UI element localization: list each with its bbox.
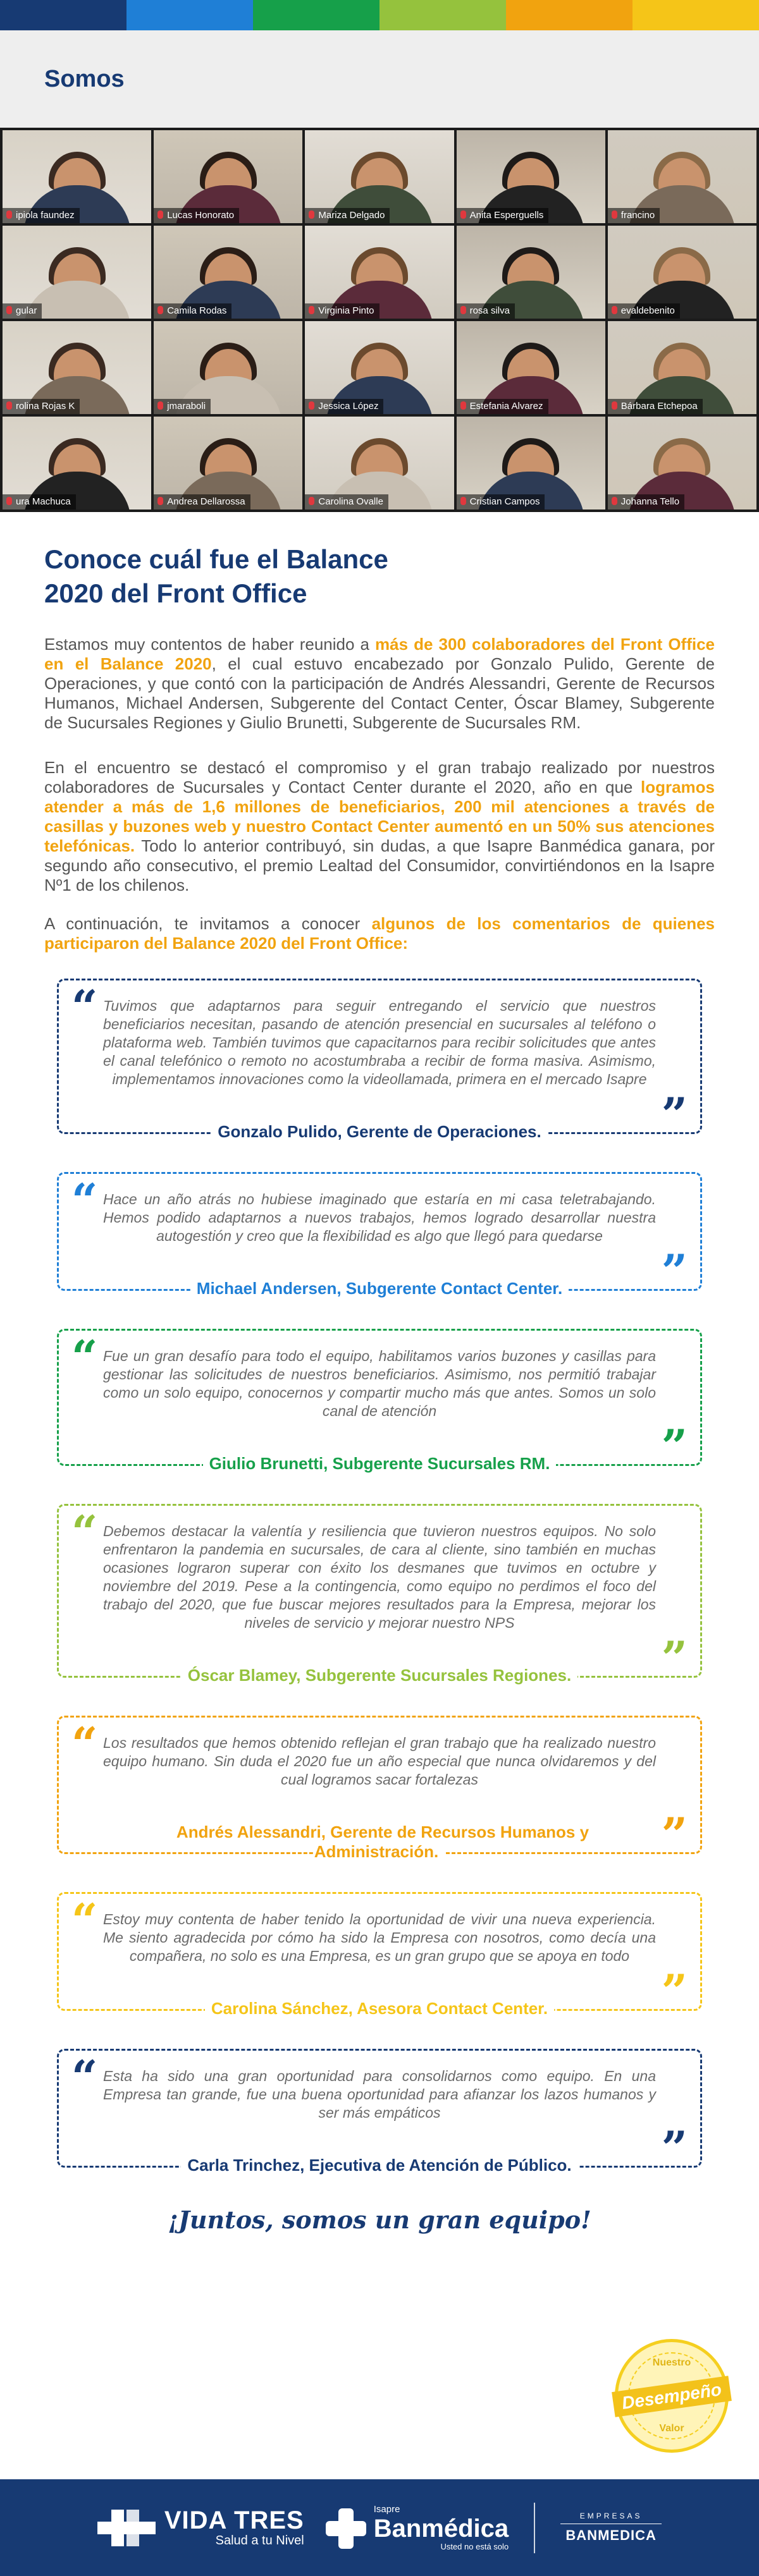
article-paragraph-1	[44, 635, 715, 733]
header-band	[0, 30, 759, 128]
close-quote-icon: ”	[661, 1631, 688, 1685]
participant-name: Camila Rodas	[167, 305, 227, 316]
participant-name: ura Machuca	[16, 496, 71, 507]
microphone-muted-icon	[157, 401, 163, 410]
participant-name: Andrea Dellarossa	[167, 496, 245, 507]
quote-list	[0, 953, 759, 2175]
video-tile	[305, 417, 454, 510]
quote-author-name: Michael Andersen, Subgerente Contact Center.	[190, 1279, 569, 1298]
open-quote-icon: “	[71, 980, 98, 1034]
microphone-muted-icon	[309, 497, 314, 505]
video-tile	[3, 417, 151, 510]
participant-name: francino	[620, 210, 655, 221]
video-tile	[457, 130, 605, 223]
paragraph-3-text-a: A continuación, te invitamos a conocer	[44, 914, 372, 933]
participant-name: Mariza Delgado	[318, 210, 385, 221]
video-tile	[3, 130, 151, 223]
quote-card	[57, 1892, 702, 2018]
participant-name: Johanna Tello	[620, 496, 680, 507]
seal-top-word: Nuestro	[652, 2357, 691, 2368]
video-tile	[305, 321, 454, 414]
participant-name: Cristian Campos	[469, 496, 540, 507]
quote-author	[103, 1101, 656, 1141]
quote-author-name: Giulio Brunetti, Subgerente Sucursales RM.	[203, 1454, 557, 1473]
participant-name-label	[608, 399, 703, 414]
color-strip-segment	[506, 0, 632, 30]
quote-author-name: Carolina Sánchez, Asesora Contact Center.	[205, 1999, 554, 2018]
close-quote-icon: ”	[661, 1807, 688, 1861]
participant-name: Anita Esperguells	[469, 210, 544, 221]
quote-author-name: Andrés Alessandri, Gerente de Recursos Humanos y Administración.	[170, 1822, 589, 1861]
microphone-muted-icon	[612, 306, 617, 314]
microphone-muted-icon	[309, 401, 314, 410]
vidatres-tagline: Salud a tu Nivel	[215, 2533, 304, 2548]
video-tile	[305, 130, 454, 223]
close-quote-icon: ”	[661, 2121, 688, 2175]
video-tile	[608, 130, 756, 223]
vidatres-name: VIDA TRES	[164, 2506, 304, 2534]
participant-name-label	[3, 208, 80, 223]
open-quote-icon: “	[71, 1173, 98, 1227]
microphone-muted-icon	[612, 401, 617, 410]
microphone-muted-icon	[460, 401, 466, 410]
participant-name: evaldebenito	[620, 305, 675, 316]
quote-author	[103, 1802, 656, 1861]
open-quote-icon: “	[71, 2050, 98, 2104]
quote-author	[103, 1258, 656, 1298]
open-quote-icon: “	[71, 1330, 98, 1384]
article-title: Conoce cuál fue el Balance 2020 del Front Office	[44, 544, 388, 608]
microphone-muted-icon	[460, 306, 466, 314]
participant-name-label	[3, 399, 80, 414]
video-tile	[608, 417, 756, 510]
video-tile	[154, 226, 302, 319]
microphone-muted-icon	[612, 211, 617, 219]
participant-name: Carolina Ovalle	[318, 496, 383, 507]
paragraph-2-text-b: Todo lo anterior contribuyó, sin dudas, a que Isapre Banmédica ganara, por segundo año consecutivo, el premio Lealtad del Consumidor, convirtiéndonos en la Isapre Nº1 de los chilenos.	[44, 836, 715, 894]
participant-name-label	[457, 208, 549, 223]
empresas-name: BANMEDICA	[565, 2527, 657, 2543]
video-tile	[154, 130, 302, 223]
article-paragraph-2	[44, 758, 715, 895]
participant-name: Virginia Pinto	[318, 305, 374, 316]
microphone-muted-icon	[460, 497, 466, 505]
participant-name-label	[305, 399, 383, 414]
video-tile	[154, 417, 302, 510]
participant-name: rolina Rojas K	[16, 401, 75, 412]
participant-name-label	[305, 303, 379, 319]
participant-name-label	[457, 399, 548, 414]
microphone-muted-icon	[6, 497, 12, 505]
participant-name: Bárbara Etchepoa	[620, 401, 698, 412]
quote-text: Tuvimos que adaptarnos para seguir entregando el servicio que nuestros beneficiarios necesitan, pasando de atención presencial en sucursales al teléfono o plataforma web. También tuvimos que capacitarnos para recibir solicitudes que antes el canal telefónico o remoto no acostumbraba a recibir de forma masiva. Asimismo, implementamos innovaciones como la videollamada, primera en el mercado Isapre	[103, 998, 656, 1087]
video-call-grid	[0, 128, 759, 512]
participant-name-label	[154, 399, 211, 414]
participant-name-label	[457, 494, 545, 510]
open-quote-icon: “	[71, 1505, 98, 1559]
desempeno-seal	[615, 2339, 729, 2453]
video-tile	[457, 321, 605, 414]
color-strip-segment	[126, 0, 253, 30]
microphone-muted-icon	[6, 306, 12, 314]
participant-name-label	[608, 208, 660, 223]
quote-author	[103, 2135, 656, 2175]
close-quote-icon: ”	[661, 1087, 688, 1141]
video-tile	[154, 321, 302, 414]
microphone-muted-icon	[157, 497, 163, 505]
quote-text: Estoy muy contenta de haber tenido la oportunidad de vivir una nueva experiencia. Me siento agradecida por cómo ha sido la Empresa con nosotros, como decía una compañera, no solo es una Empresa, es un gran grupo que se apoya en todo	[103, 1911, 656, 1964]
quote-author	[103, 1978, 656, 2018]
banmedica-tagline: Usted no está solo	[440, 2542, 509, 2551]
quote-author-name: Óscar Blamey, Subgerente Sucursales Regiones.	[182, 1666, 577, 1685]
closing-slogan: ¡Juntos, somos un gran equipo!	[168, 2206, 591, 2234]
video-tile	[457, 417, 605, 510]
paragraph-1-highlight: más de 300 colaboradores del Front Office en el Balance 2020	[44, 635, 715, 673]
seal-ribbon: Desempeño	[612, 2376, 732, 2417]
close-quote-icon: ”	[661, 1419, 688, 1473]
paragraph-2-highlight: logramos atender a más de 1,6 millones de beneficiarios, 200 mil atenciones a través de casillas y buzones web y nuestro Contact Center aumentó en un 50% sus atenciones telefónicas.	[44, 778, 715, 855]
quote-author	[103, 1433, 656, 1473]
color-strip-segment	[0, 0, 126, 30]
banmedica-logo	[323, 2504, 509, 2551]
banmedica-name: Banmédica	[373, 2515, 509, 2542]
footer-divider	[534, 2503, 535, 2553]
video-tile	[3, 321, 151, 414]
participant-name: Jessica López	[318, 401, 379, 412]
video-tile	[3, 226, 151, 319]
quote-card	[57, 1716, 702, 1861]
quote-text: Fue un gran desafío para todo el equipo, habilitamos varios buzones y casillas para gestionar las solicitudes de nuestros beneficiarios. Asimismo, nos permitió trabajar como un solo equipo, conocernos y compartir mucho más que antes. Somos un solo canal de atención	[103, 1348, 656, 1419]
paragraph-3-highlight: algunos de los comentarios de quienes participaron del Balance 2020 del Front Office:	[44, 914, 715, 953]
vidatres-logo	[97, 2508, 304, 2548]
quote-card	[57, 1504, 702, 1685]
participant-name-label	[154, 208, 239, 223]
quote-card	[57, 1329, 702, 1473]
participant-name-label	[3, 494, 76, 510]
microphone-muted-icon	[157, 211, 163, 219]
participant-name-label	[457, 303, 515, 319]
participant-name: jmaraboli	[167, 401, 206, 412]
participant-name-label	[305, 494, 388, 510]
open-quote-icon: “	[71, 1893, 98, 1947]
microphone-muted-icon	[6, 211, 12, 219]
close-quote-icon: ”	[661, 1964, 688, 2018]
empresas-prefix: EMPRESAS	[579, 2512, 643, 2520]
footer	[0, 2479, 759, 2576]
quote-card	[57, 1172, 702, 1298]
open-quote-icon: “	[71, 1717, 98, 1771]
participant-name: gular	[16, 305, 37, 316]
color-strip-segment	[379, 0, 506, 30]
banmedica-prefix: Isapre	[373, 2504, 400, 2515]
microphone-muted-icon	[157, 306, 163, 314]
participant-name: Estefania Alvarez	[469, 401, 543, 412]
article-paragraph-3	[44, 914, 715, 953]
paragraph-1-text-a: Estamos muy contentos de haber reunido a	[44, 635, 376, 654]
participant-name: ipiola faundez	[16, 210, 75, 221]
video-tile	[457, 226, 605, 319]
page-title: Somos	[44, 66, 125, 92]
close-quote-icon: ”	[661, 1244, 688, 1298]
participant-name: Lucas Honorato	[167, 210, 235, 221]
video-tile	[608, 321, 756, 414]
microphone-muted-icon	[612, 497, 617, 505]
microphone-muted-icon	[6, 401, 12, 410]
top-color-strip	[0, 0, 759, 30]
quote-text: Los resultados que hemos obtenido reflejan el gran trabajo que ha realizado nuestro equipo humano. Sin duda el 2020 fue un año especial que nunca olvidaremos y del cual logramos sacar fortalezas	[103, 1735, 656, 1788]
quote-text: Hace un año atrás no hubiese imaginado que estaría en mi casa teletrabajando. Hemos podido adaptarnos a nuevos trabajos, hemos logrado desarrollar nuestra autogestión y creo que la flexibilidad es algo que llegó para quedarse	[103, 1191, 656, 1244]
article	[0, 542, 759, 953]
participant-name: rosa silva	[469, 305, 510, 316]
quote-card	[57, 2049, 702, 2175]
quote-author-name: Carla Trinchez, Ejecutiva de Atención de Público.	[181, 2156, 577, 2175]
quote-card	[57, 979, 702, 1141]
paragraph-1-text-b: , el cual estuvo encabezado por Gonzalo Pulido, Gerente de Operaciones, y que contó con la participación de Andrés Alessandri, Gerente de Recursos Humanos, Michael Andersen, Subgerente del Contact Center, Óscar Blamey, Subgerente de Sucursales Regiones y Giulio Brunetti, Subgerente de Sucursales RM.	[44, 654, 715, 732]
participant-name-label	[608, 494, 684, 510]
microphone-muted-icon	[460, 211, 466, 219]
quote-text: Esta ha sido una gran oportunidad para consolidarnos como equipo. En una Empresa tan grande, fue una buena oportunidad para afianzar los lazos humanos y ser más empáticos	[103, 2068, 656, 2121]
empresas-banmedica-logo	[560, 2512, 662, 2544]
color-strip-segment	[253, 0, 379, 30]
banmedica-plus-icon	[323, 2506, 367, 2550]
paragraph-2-text-a: En el encuentro se destacó el compromiso y el gran trabajo realizado por nuestros colaboradores de Sucursales y Contact Center durante el 2020, año en que	[44, 758, 715, 797]
participant-name-label	[608, 303, 680, 319]
color-strip-segment	[632, 0, 759, 30]
participant-name-label	[154, 494, 250, 510]
participant-name-label	[3, 303, 42, 319]
microphone-muted-icon	[309, 211, 314, 219]
vidatres-cross-icon	[97, 2510, 156, 2546]
video-tile	[608, 226, 756, 319]
participant-name-label	[305, 208, 390, 223]
quote-text: Debemos destacar la valentía y resiliencia que tuvieron nuestros equipos. No solo enfrentaron la pandemia en sucursales, de cara al cliente, sino también en muchas ocasiones lograron superar con éxito los desmanes que tuvimos en octubre y noviembre del 2019. Pese a la contingencia, como equipo no perdimos el foco del trabajo del 2020, que fue buscar mejores resultados para la Empresa, mejorar los niveles de servicio y mejorar nuestro NPS	[103, 1523, 656, 1631]
participant-name-label	[154, 303, 231, 319]
quote-author	[103, 1645, 656, 1685]
video-tile	[305, 226, 454, 319]
microphone-muted-icon	[309, 306, 314, 314]
seal-bottom-word: Valor	[659, 2423, 684, 2434]
quote-author-name: Gonzalo Pulido, Gerente de Operaciones.	[211, 1122, 547, 1141]
